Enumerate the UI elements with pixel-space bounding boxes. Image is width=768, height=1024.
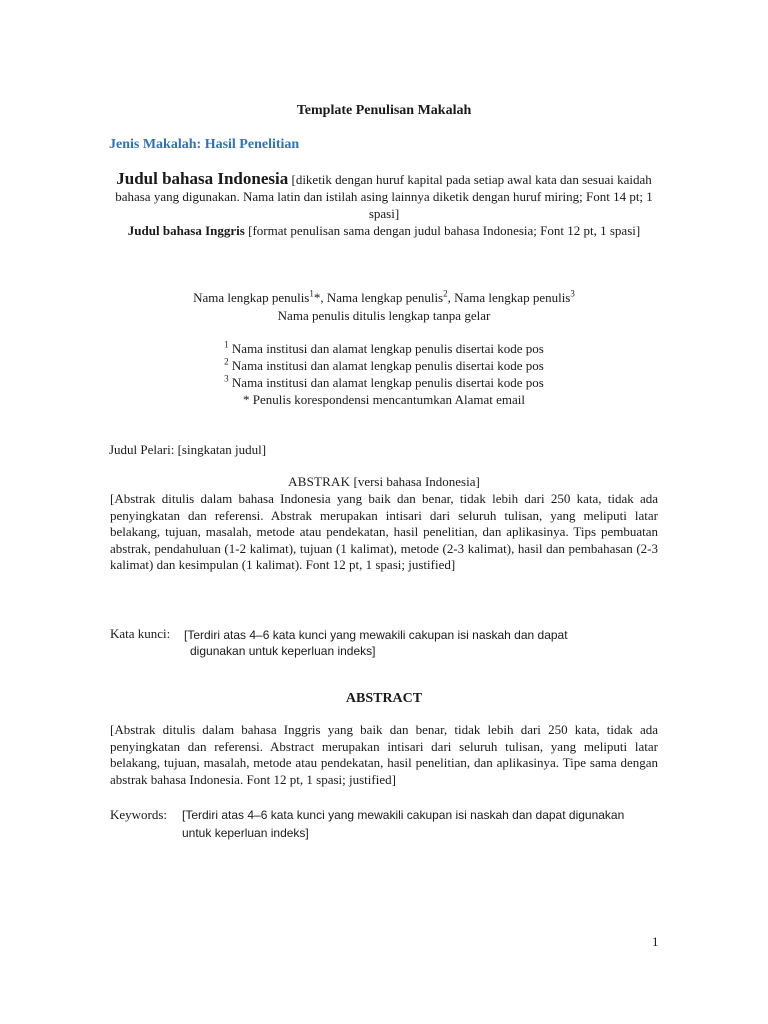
paper-type-label: Jenis Makalah: bbox=[109, 137, 202, 152]
keywords-label: Keywords: bbox=[110, 807, 168, 822]
author-1: Nama lengkap penulis bbox=[193, 290, 310, 305]
affiliation-3 bbox=[110, 374, 658, 391]
affiliation-2-text: Nama institusi dan alamat lengkap penulis disertai kode pos bbox=[231, 358, 544, 373]
running-title: Judul Pelari: [singkatan judul] bbox=[109, 442, 267, 457]
affiliation-1-sup: 1 bbox=[224, 339, 229, 350]
english-title-note: [format penulisan sama dengan judul bahasa Indonesia; Font 12 pt, 1 spasi] bbox=[248, 223, 641, 238]
abstrak-heading bbox=[0, 474, 768, 490]
keywords-line-2: untuk keperluan indeks] bbox=[182, 826, 309, 840]
abstrak-heading-note: [versi bahasa Indonesia] bbox=[353, 474, 480, 489]
affiliation-2-sup: 2 bbox=[224, 356, 229, 367]
keywords-line-1: [Terdiri atas 4–6 kata kunci yang mewakili cakupan isi naskah dan dapat digunakan bbox=[182, 808, 625, 822]
author-1-star: * bbox=[313, 290, 321, 305]
english-title: Judul bahasa Inggris bbox=[127, 223, 245, 238]
english-title-paragraph bbox=[110, 222, 658, 239]
document-title: Template Penulisan Makalah bbox=[296, 103, 472, 118]
title-block bbox=[110, 170, 658, 239]
affiliation-3-text: Nama institusi dan alamat lengkap penulis disertai kode pos bbox=[231, 375, 544, 390]
abstract-body: [Abstrak ditulis dalam bahasa Inggris yang baik dan benar, tidak lebih dari 250 kata, tidak ada penyingkatan dan referensi. Abstract merupakan intisari dari seluruh tulisan, yang meliputi latar belakang, tujuan, masalah, metode atau pendekatan, hasil penelitian, dan aplikasinya. Tipe sama dengan abstrak bahasa Indonesia. Font 12 pt, 1 spasi; justified] bbox=[110, 722, 658, 787]
indonesian-title-note: [diketik dengan huruf kapital pada setiap awal kata dan sesuai kaidah bahasa yang digunakan. Nama latin dan istilah asing lainnya diketik dengan huruf miring; Font 14 pt; 1 spasi] bbox=[115, 172, 653, 221]
abstrak-heading-label: ABSTRAK bbox=[288, 474, 351, 489]
author-separator: , bbox=[320, 290, 327, 305]
paper-type-value: Hasil Penelitian bbox=[204, 137, 300, 152]
indonesian-title-paragraph bbox=[110, 170, 658, 222]
kata-kunci-line-1: [Terdiri atas 4–6 kata kunci yang mewakili cakupan isi naskah dan dapat bbox=[184, 628, 568, 642]
author-3-sup: 3 bbox=[570, 288, 575, 299]
kata-kunci-line-2: digunakan untuk keperluan indeks] bbox=[190, 644, 376, 658]
page-number: 1 bbox=[652, 934, 659, 949]
affiliation-3-sup: 3 bbox=[224, 373, 229, 384]
author-2-sup: 2 bbox=[443, 288, 448, 299]
author-list bbox=[110, 289, 658, 307]
correspondence-note: * Penulis korespondensi mencantumkan Alamat email bbox=[243, 392, 525, 407]
affiliation-1 bbox=[110, 340, 658, 357]
author-3: Nama lengkap penulis bbox=[454, 290, 571, 305]
kata-kunci-label: Kata kunci: bbox=[110, 626, 171, 641]
author-1-sup: 1 bbox=[309, 288, 314, 299]
author-separator: , bbox=[447, 290, 455, 305]
paper-type bbox=[109, 137, 299, 153]
affiliations-block bbox=[110, 340, 658, 408]
author-2: Nama lengkap penulis bbox=[326, 290, 444, 305]
indonesian-title: Judul bahasa Indonesia bbox=[116, 169, 289, 188]
abstract-heading: ABSTRACT bbox=[345, 691, 423, 706]
authors-block bbox=[110, 289, 658, 325]
abstrak-body: [Abstrak ditulis dalam bahasa Indonesia yang baik dan benar, tidak lebih dari 250 kata, tidak ada penyingkatan dan referensi. Abstrak merupakan intisari dari seluruh tulisan, yang meliputi latar belakang, tujuan, masalah, metode atau pendekatan, hasil penelitian, dan aplikasinya. Tips pembuatan abstrak, pendahuluan (1-2 kalimat), tujuan (1 kalimat), metode (2-3 kalimat), hasil dan pembahasan (2-3 kalimat) dan kesimpulan (1 kalimat). Font 12 pt, 1 spasi; justified] bbox=[110, 491, 658, 572]
affiliation-1-text: Nama institusi dan alamat lengkap penulis disertai kode pos bbox=[231, 341, 544, 356]
affiliation-2 bbox=[110, 357, 658, 374]
author-note: Nama penulis ditulis lengkap tanpa gelar bbox=[277, 308, 491, 323]
